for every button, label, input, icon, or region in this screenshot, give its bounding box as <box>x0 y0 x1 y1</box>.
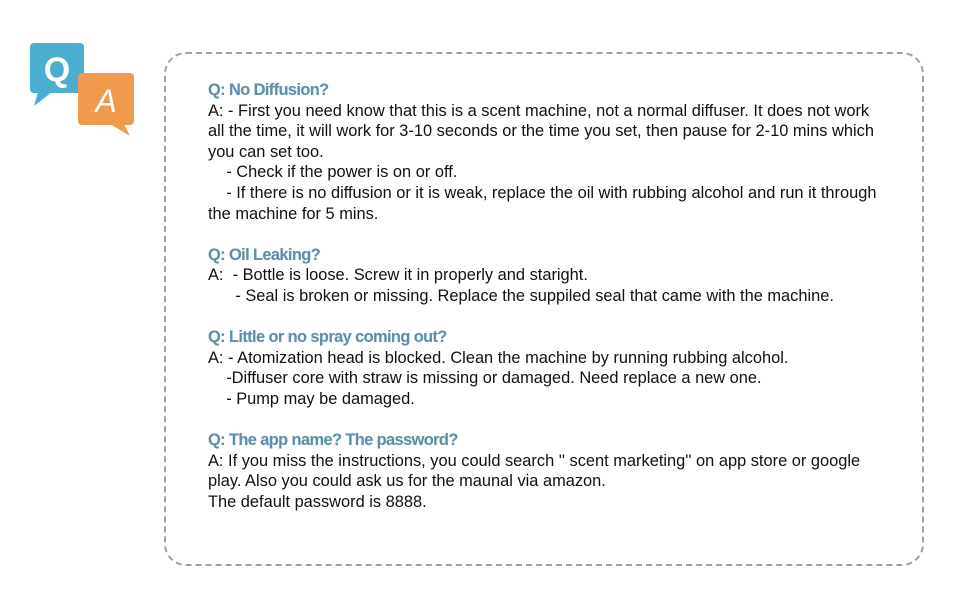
q-letter: Q <box>43 51 71 89</box>
qa-chat-icon <box>26 40 141 140</box>
a-bubble-icon <box>78 73 134 136</box>
faq-answer-line: -Diffuser core with straw is missing or damaged. Need replace a new one. <box>208 369 762 388</box>
faq-item-app-password <box>208 430 888 512</box>
faq-item-oil-leaking <box>208 245 888 307</box>
faq-question: Q: The app name? The password? <box>208 431 458 450</box>
faq-answer-line: The default password is 8888. <box>208 492 427 511</box>
q-bubble-icon <box>30 43 84 106</box>
faq-item-no-spray <box>208 327 888 409</box>
faq-question: Q: Oil Leaking? <box>208 245 321 264</box>
faq-answer-line: A: If you miss the instructions, you could search '' scent marketing'' on app store or google play. Also you could ask us for the maunal via amazon. <box>208 451 865 491</box>
faq-answer-line: A: - First you need know that this is a scent machine, not a normal diffuser. It does not work all the time, it will work for 3-10 seconds or the time you set, then pause for 2-10 mins which you can set too. <box>208 101 879 161</box>
faq-answer-line: A: - Atomization head is blocked. Clean the machine by running rubbing alcohol. <box>208 348 789 367</box>
a-letter: A <box>95 83 117 119</box>
faq-question: Q: Little or no spray coming out? <box>208 328 447 347</box>
faq-answer-line: - Check if the power is on or off. <box>208 163 458 182</box>
faq-item-no-diffusion <box>208 80 888 224</box>
faq-answer-line: - If there is no diffusion or it is weak, replace the oil with rubbing alcohol and run it through the machine for 5 mins. <box>208 183 882 223</box>
faq-answer-line: - Pump may be damaged. <box>208 389 415 408</box>
faq-answer-line: - Seal is broken or missing. Replace the suppiled seal that came with the machine. <box>208 286 834 305</box>
faq-question: Q: No Diffusion? <box>208 81 329 99</box>
faq-list <box>208 80 888 533</box>
faq-answer-line: A: - Bottle is loose. Screw it in properly and staright. <box>208 266 588 285</box>
